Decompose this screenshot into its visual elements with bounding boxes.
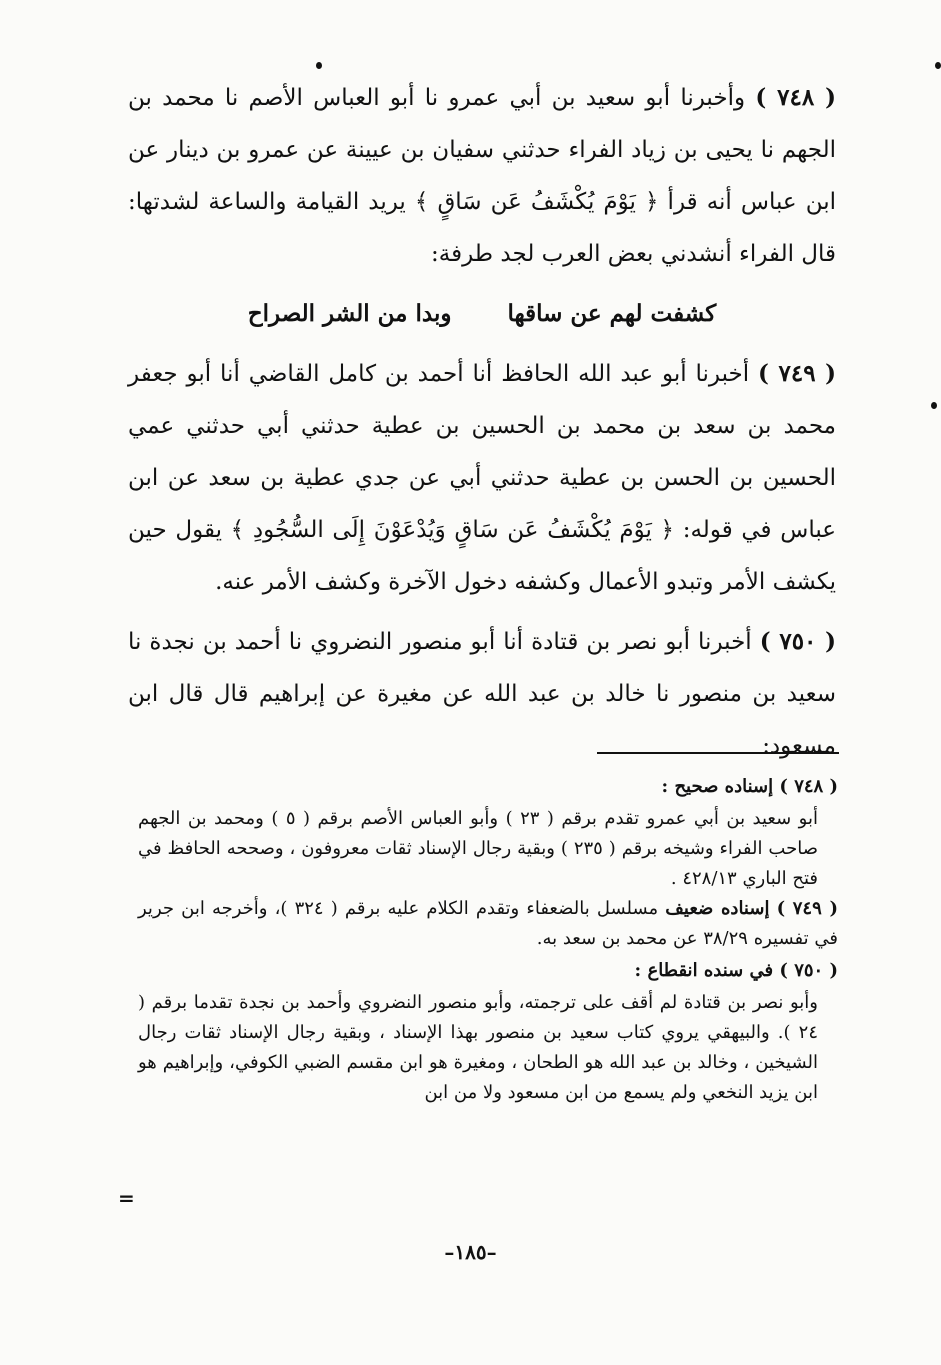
footnote-748-body: أبو سعيد بن أبي عمرو تقدم برقم ( ٢٣ ) وأبو العباس الأصم برقم ( ٥ ) ومحمد بن الجهم صاحب الفراء وشيخه برقم ( ٢٣٥ ) وبقية رجال الإسناد ثقات معروفون ، وصححه الحافظ في فتح الباري ٤٢٨/١٣ . <box>138 808 818 889</box>
hadith-text-749: أخبرنا أبو عبد الله الحافظ أنا أحمد بن كامل القاضي أنا أبو جعفر محمد بن سعد بن محمد بن الحسين بن عطية حدثني أبي حدثني عمي الحسين بن الحسن بن عطية حدثني أبي عن جدي عطية بن سعد عن ابن عباس في قوله: ﴿ يَوْمَ يُكْشَفُ عَن سَاقٍ وَيُدْعَوْنَ إِلَى السُّجُودِ ﴾ يقول حين يكشف الأمر وتبدو الأعمال وكشفه دخول الآخرة وكشف الأمر عنه. <box>128 361 836 595</box>
hadith-number-750: ( ٧٥٠ ) <box>759 628 837 655</box>
footnote-749 <box>138 894 838 954</box>
footnote-750-body: وأبو نصر بن قتادة لم أقف على ترجمته، وأبو منصور النضروي وأحمد بن نجدة تقدما برقم ( ٢٤ ). والبيهقي يروي كتاب سعيد بن منصور بهذا الإسناد ، وبقية رجال الإسناد ثقات رجال الشيخين ، وخالد بن عبد الله هو الطحان ، ومغيرة هو ابن مقسم الضبي الكوفي، وإبراهيم هو ابن يزيد النخعي ولم يسمع من ابن مسعود ولا من ابن <box>138 992 818 1103</box>
main-text <box>128 72 836 780</box>
hadith-number-749: ( ٧٤٩ ) <box>758 360 837 387</box>
hadith-text-750: أخبرنا أبو نصر بن قتادة أنا أبو منصور النضروي نا أحمد بن نجدة نا سعيد بن منصور نا خالد بن عبد الله عن مغيرة عن إبراهيم قال قال ابن مسعود: <box>128 629 836 759</box>
footnote-749-title: إسناده ضعيف <box>665 898 770 919</box>
hadith-text-748: وأخبرنا أبو سعيد بن أبي عمرو نا أبو العباس الأصم نا محمد بن الجهم نا يحيى بن زياد الفراء حدثني سفيان بن عيينة عن عمرو بن دينار عن ابن عباس أنه قرأ ﴿ يَوْمَ يُكْشَفُ عَن سَاقٍ ﴾ يريد القيامة والساعة لشدتها: قال الفراء أنشدني بعض العرب لجد طرفة: <box>128 85 836 267</box>
ink-dot-mid-right <box>931 402 937 409</box>
verse-second-hemistich: وبدا من الشر الصراح <box>247 300 452 327</box>
footnote-divider <box>597 752 839 754</box>
hadith-number-748: ( ٧٤٨ ) <box>755 84 837 111</box>
paragraph-750 <box>128 616 836 772</box>
paragraph-748 <box>128 72 836 280</box>
ink-dot-top <box>316 62 322 69</box>
footnote-749-number: ( ٧٤٩ ) <box>776 898 838 919</box>
paragraph-749 <box>128 348 836 608</box>
continuation-mark: = <box>118 1186 135 1210</box>
footnote-748-number: ( ٧٤٨ ) <box>779 776 838 797</box>
footnotes <box>110 770 838 1108</box>
footnote-748-title: إسناده صحيح : <box>661 776 774 797</box>
footnote-750-number: ( ٧٥٠ ) <box>779 960 838 981</box>
poetry-verse <box>128 288 836 340</box>
footnote-750-heading <box>110 954 838 988</box>
page-number: –١٨٥– <box>444 1240 497 1264</box>
footnote-750-title: في سنده انقطاع : <box>634 960 774 981</box>
footnote-749-body: مسلسل بالضعفاء وتقدم الكلام عليه برقم ( ٣٢٤ )، وأخرجه ابن جرير في تفسيره ٣٨/٢٩ عن محمد بن سعد به. <box>138 898 838 949</box>
footnote-748-heading <box>110 770 838 804</box>
ink-dot-right <box>935 62 941 69</box>
verse-first-hemistich: كشفت لهم عن ساقها <box>507 300 717 327</box>
